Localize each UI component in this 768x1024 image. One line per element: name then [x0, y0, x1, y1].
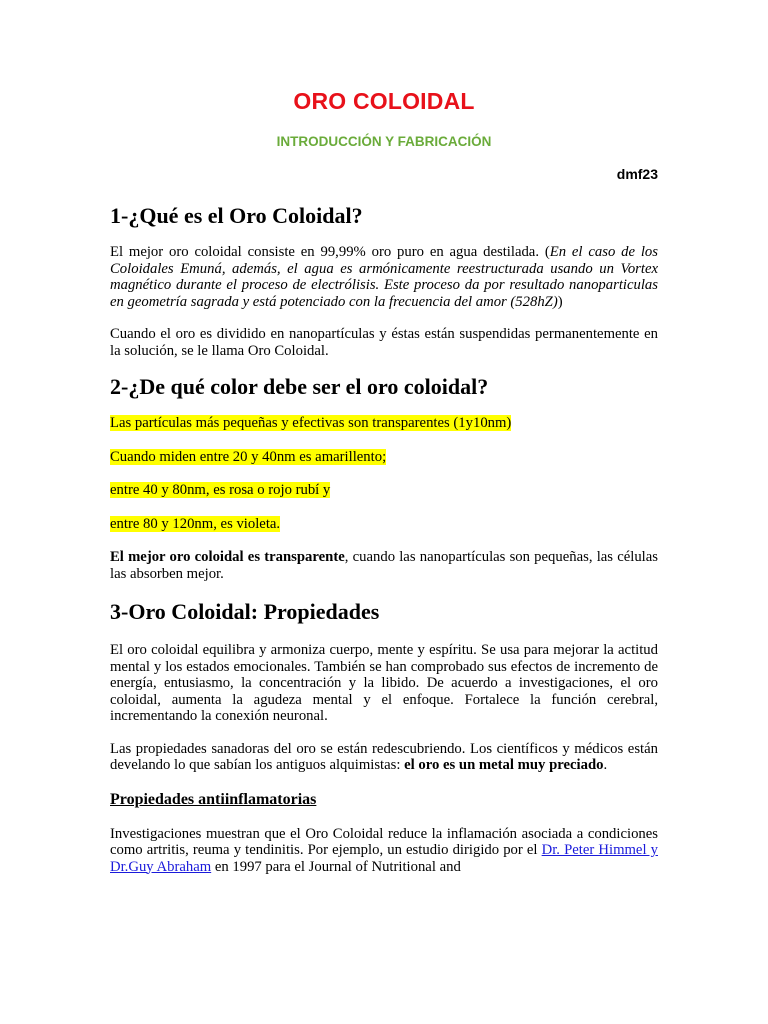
subheading-antiinflamatorias: Propiedades antiinflamatorias	[110, 790, 317, 808]
section-1-paragraph-2: Cuando el oro es dividido en nanopartículas y éstas están suspendidas permanentemente en la solución, se le llama Oro Coloidal.	[110, 326, 658, 359]
section-2-paragraph	[110, 549, 658, 582]
text-run: Investigaciones muestran que el Oro Coloidal reduce la inflamación asociada a condiciones como artritis, reuma y tendinitis. Por ejemplo, un estudio dirigido por el	[110, 825, 658, 858]
highlight-line-2	[110, 449, 658, 466]
bold-text-run: el oro es un metal muy preciado	[404, 757, 604, 773]
highlighted-text: Las partículas más pequeñas y efectivas son transparentes (1y10nm)	[110, 415, 512, 431]
text-run: Las propiedades sanadoras del oro se están redescubriendo. Los científicos y médicos están develando lo que sabían los antiguos alquimistas:	[110, 740, 658, 773]
section-3-heading: 3-Oro Coloidal: Propiedades	[110, 599, 380, 624]
highlight-line-1	[110, 415, 658, 432]
section-3-paragraph-1: El oro coloidal equilibra y armoniza cuerpo, mente y espíritu. Se usa para mejorar la actitud mental y los estados emocionales. También se han comprobado sus efectos de incremento de energía, entusiasmo, la concentración y la libido. De acuerdo a investigaciones, el oro coloidal, aumenta la agudeza mental y el enfoque. Fortalece la función cerebral, incrementando la conexión neuronal.	[110, 642, 658, 724]
text-run: .	[603, 757, 608, 773]
text-run: El mejor oro coloidal consiste en 99,99% oro puro en agua destilada. (	[110, 244, 550, 260]
highlight-line-3	[110, 482, 658, 499]
highlighted-text: entre 40 y 80nm, es rosa o rojo rubí y	[110, 482, 331, 498]
bold-text-run: El mejor oro coloidal es transparente	[110, 549, 345, 565]
doctors-link[interactable]: Dr. Peter Himmel y Dr.Guy Abraham	[110, 842, 658, 875]
highlighted-text: entre 80 y 120nm, es violeta.	[110, 515, 281, 532]
highlighted-text: Cuando miden entre 20 y 40nm es amarillento;	[110, 448, 387, 465]
document-subtitle: INTRODUCCIÓN Y FABRICACIÓN	[276, 134, 492, 149]
section-3-paragraph-3	[110, 826, 658, 876]
highlight-line-4	[110, 516, 658, 533]
section-1-paragraph-1	[110, 244, 658, 310]
document-title: ORO COLOIDAL	[293, 88, 475, 114]
text-run: , cuando las nanopartículas son pequeñas, las células las absorben mejor.	[110, 549, 658, 582]
section-2-heading: 2-¿De qué color debe ser el oro coloidal?	[110, 374, 489, 399]
text-run: )	[557, 293, 563, 310]
text-run: en 1997 para el Journal of Nutritional and	[211, 858, 461, 875]
section-1-heading: 1-¿Qué es el Oro Coloidal?	[110, 203, 363, 228]
section-3-paragraph-2	[110, 741, 658, 774]
document-body	[110, 202, 658, 875]
italic-text-run: En el caso de los Coloidales Emuná, además, el agua es armónicamente reestructurada usando un Vortex magnético durante el proceso de electrólisis. Este proceso da por resultado nanoparticulas en geometría sagrada y está potenciado con la frecuencia del amor (528hZ)	[110, 244, 658, 310]
author-tag: dmf23	[616, 166, 658, 182]
